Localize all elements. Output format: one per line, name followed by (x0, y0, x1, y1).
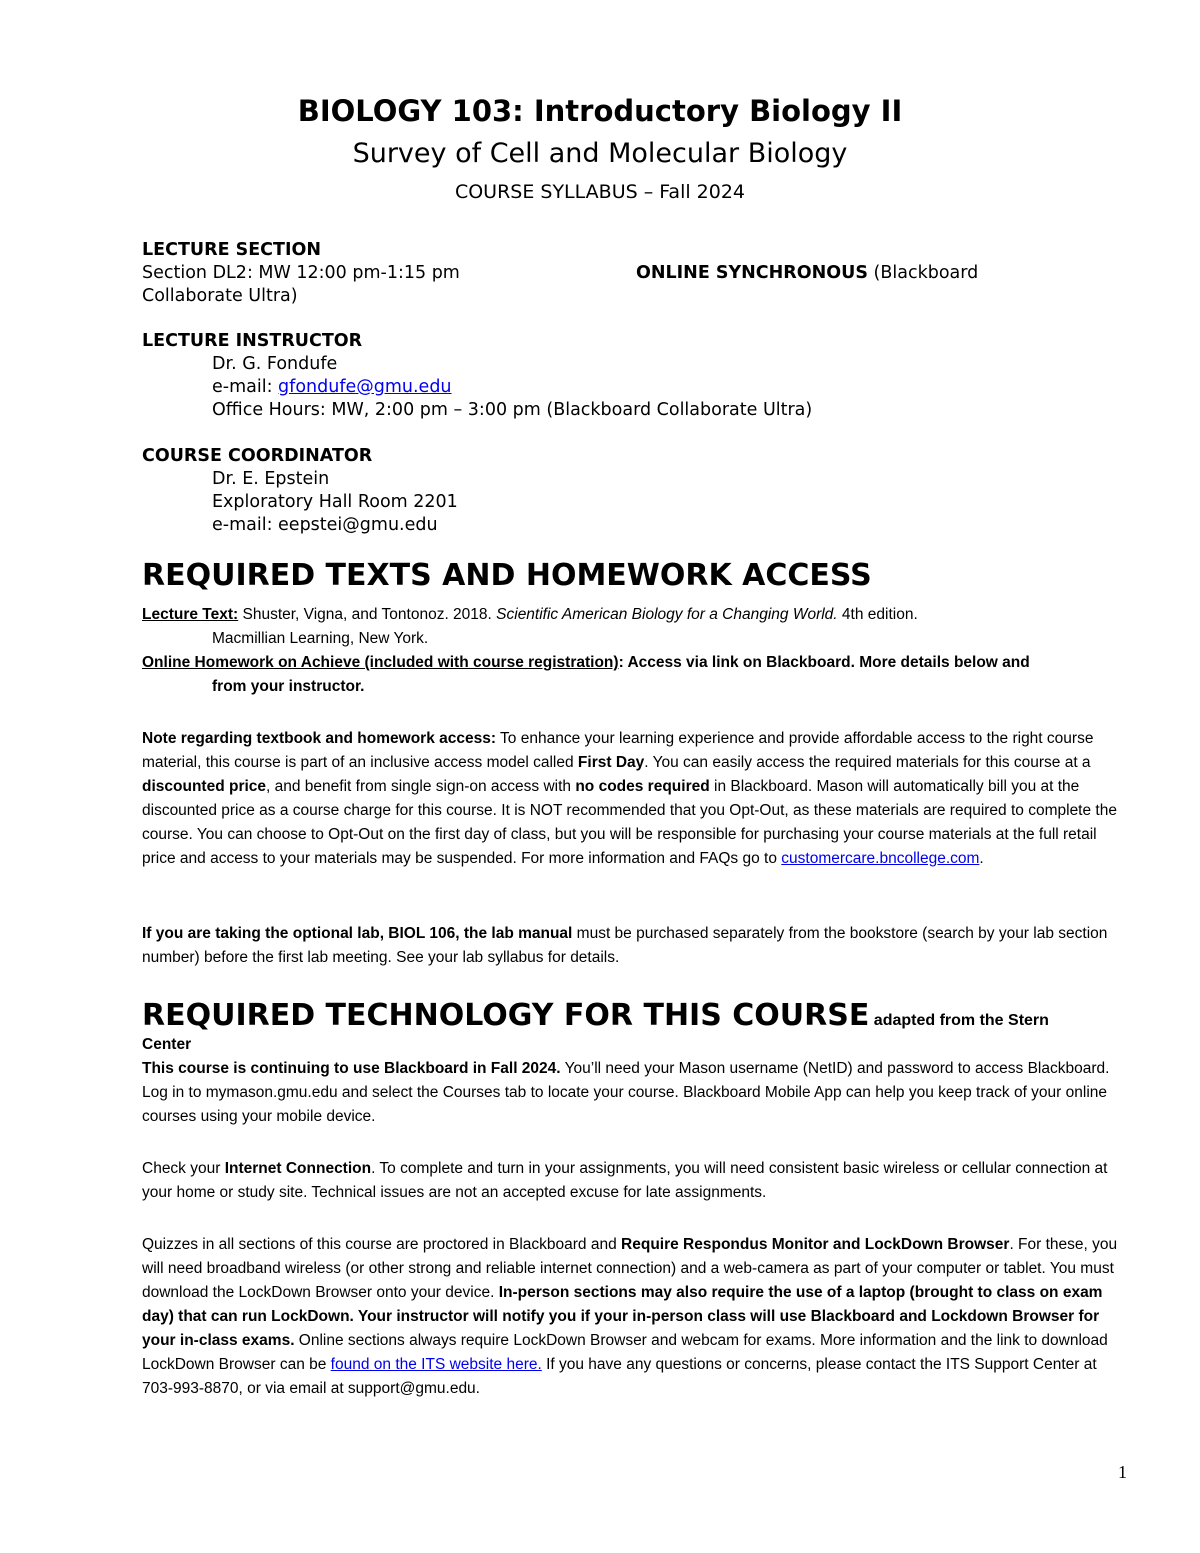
page-number: 1 (1118, 1462, 1127, 1482)
homework-text: : Access via link on Blackboard. More details below and (618, 654, 1030, 671)
blackboard-paragraph (142, 1033, 1127, 1129)
coordinator-block (142, 445, 1102, 537)
lecture-section-block (142, 239, 1102, 308)
quiz-paragraph (142, 1233, 1127, 1401)
coordinator-name: Dr. E. Epstein (212, 469, 330, 489)
quiz-text-1: Quizzes in all sections of this course are proctored in Blackboard and (142, 1236, 622, 1253)
homework-text-continued: from your instructor. (212, 678, 365, 695)
note-no-codes: no codes required (575, 778, 710, 795)
lecture-section-mode (636, 262, 978, 285)
note-discounted: discounted price (142, 778, 267, 795)
internet-bold: Internet Connection (224, 1160, 372, 1177)
syllabus-term: COURSE SYLLABUS – Fall 2024 (454, 181, 746, 203)
coordinator-email: e-mail: eepstei@gmu.edu (212, 515, 438, 535)
note-first-day: First Day (577, 754, 645, 771)
lecture-text-title: Scientific American Biology for a Changing World. (496, 606, 838, 623)
course-subtitle: Survey of Cell and Molecular Biology (352, 138, 848, 169)
customercare-link[interactable]: customercare.bncollege.com (781, 850, 980, 867)
quiz-text-3: Online sections always require LockDown Browser and webcam for exams. More information and the link to download LockDown Browser can be (142, 1332, 1108, 1373)
coordinator-heading: COURSE COORDINATOR (142, 446, 373, 466)
quiz-bold-2: In-person sections may also require the use of a laptop (brought to class on exam day) that can run LockDown. Your instructor will notify you if your in-person class will use Blackboard and Lockdown Browser for your in-class exams. (142, 1284, 1103, 1349)
lecture-section-heading: LECTURE SECTION (142, 240, 321, 260)
quiz-text-4: If you have any questions or concerns, please contact the ITS Support Center at 703-993-8870, or via email at support@gmu.edu. (142, 1356, 1097, 1397)
lecture-text-publisher: Macmillian Learning, New York. (212, 630, 429, 647)
its-website-link[interactable]: found on the ITS website here. (330, 1356, 542, 1373)
technology-heading-text: REQUIRED TECHNOLOGY FOR THIS COURSE (142, 998, 870, 1033)
note-paragraph (142, 727, 1127, 871)
lab-paragraph (142, 922, 1127, 970)
internet-text: . To complete and turn in your assignments, you will need consistent basic wireless or cellular connection at your home or study site. Technical issues are not an accepted excuse for late assignments. (142, 1160, 1108, 1201)
technology-heading-note-2: Center (142, 1036, 192, 1053)
note-label: Note regarding textbook and homework access: (142, 730, 497, 747)
mode-detail-continued: Collaborate Ultra) (142, 286, 298, 306)
lecture-section-row (142, 262, 1102, 285)
texts-heading: REQUIRED TEXTS AND HOMEWORK ACCESS (142, 558, 872, 593)
internet-paragraph (142, 1157, 1127, 1205)
instructor-email-line (142, 376, 1102, 399)
lecture-text-authors: Shuster, Vigna, and Tontonoz. 2018. (238, 606, 497, 623)
note-text-3: , and benefit from single sign-on access with (266, 778, 576, 795)
internet-pre: Check your (142, 1160, 225, 1177)
lecture-text-label: Lecture Text: (142, 606, 239, 623)
quiz-bold-1: Require Respondus Monitor and LockDown Browser (621, 1236, 1010, 1253)
quiz-text-2: . For these, you will need broadband wireless (or other strong and reliable internet connection) and a web-camera as part of your computer or tablet. You must download the LockDown Browser onto your device. (142, 1236, 1118, 1301)
blackboard-text: You’ll need your Mason username (NetID) and password to access Blackboard. Log in to mymason.gmu.edu and select the Courses tab to locate your course. Blackboard Mobile App can help you keep track of your online courses using your mobile device. (142, 1060, 1110, 1125)
course-title: BIOLOGY 103: Introductory Biology II (297, 94, 903, 128)
instructor-heading: LECTURE INSTRUCTOR (142, 331, 363, 351)
mode-detail: (Blackboard (867, 263, 979, 283)
lecture-text-edition: 4th edition. (837, 606, 918, 623)
lecture-section-time: Section DL2: MW 12:00 pm-1:15 pm (142, 263, 460, 283)
note-text-2: . You can easily access the required materials for this course at a (644, 754, 1091, 771)
instructor-email-link[interactable]: gfondufe@gmu.edu (278, 377, 452, 397)
lecture-text-paragraph (142, 603, 1127, 699)
lab-bold: If you are taking the optional lab, BIOL 106, the lab manual (142, 925, 573, 942)
instructor-office-hours: Office Hours: MW, 2:00 pm – 3:00 pm (Blackboard Collaborate Ultra) (212, 400, 813, 420)
coordinator-room: Exploratory Hall Room 2201 (212, 492, 458, 512)
technology-heading-note: adapted from the Stern (869, 1012, 1049, 1029)
blackboard-bold: This course is continuing to use Blackboard in Fall 2024. (142, 1060, 561, 1077)
homework-label: Online Homework on Achieve (included with course registration) (142, 654, 619, 671)
instructor-block (142, 330, 1102, 422)
mode-label: ONLINE SYNCHRONOUS (636, 263, 868, 283)
lab-text: must be purchased separately from the bookstore (search by your lab section number) before the first lab meeting. See your lab syllabus for details. (142, 925, 1108, 966)
note-text-1: To enhance your learning experience and provide affordable access to the right course material, this course is part of an inclusive access model called (142, 730, 1094, 771)
note-text-4: in Blackboard. Mason will automatically bill you at the discounted price as a course charge for this course. It is NOT recommended that you Opt-Out, as these materials are required to complete the course. You can choose to Opt-Out on the first day of class, but you will be responsible for purchasing your course materials at the full retail price and access to your materials may be suspended. For more information and FAQs go to (142, 778, 1117, 867)
note-text-5: . (979, 850, 984, 867)
technology-heading (142, 998, 1049, 1033)
instructor-name: Dr. G. Fondufe (212, 354, 338, 374)
instructor-email-prefix: e-mail: (212, 377, 279, 397)
